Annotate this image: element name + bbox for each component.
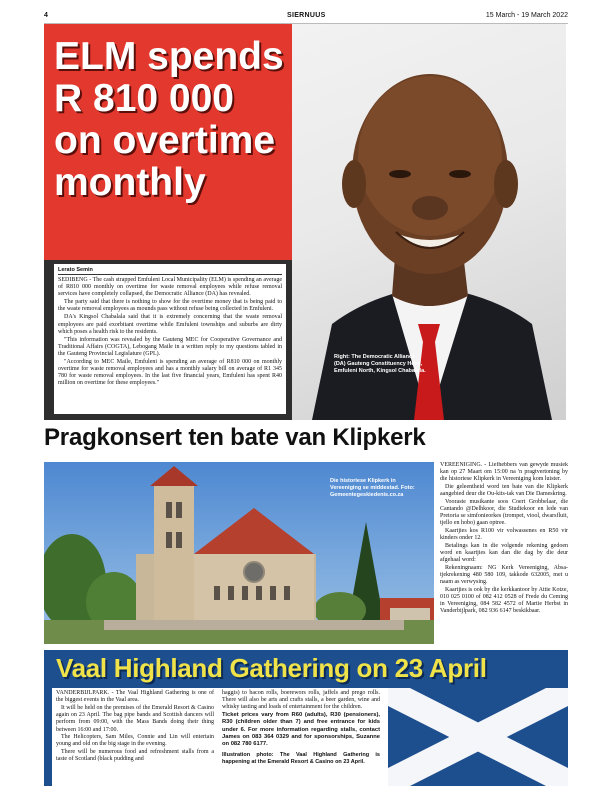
illustration-caption: Illustration photo: The Vaal Highland Gathering is happening at the Emerald Resort & Casino on 23 April. bbox=[222, 752, 380, 766]
paragraph: There will be numerous food and refreshment stalls from a taste of Scotland (black pudding and bbox=[56, 749, 214, 763]
lead-story bbox=[44, 24, 566, 420]
paragraph: Vooraste musikante soos Coert Grobbelaar, die Cantando @Delhkoor, die Studiekoor en lede van Pretoria se simfonieorkes (trompet, viool, dwarsfluit, tjello en hobo) gaan optree. bbox=[440, 498, 568, 527]
lead-headline bbox=[54, 36, 294, 204]
headline-line: ELM spends bbox=[54, 35, 284, 78]
klipkerk-body bbox=[440, 462, 568, 648]
headline-line: on overtime bbox=[54, 119, 276, 162]
photo-caption: Die historiese Klipkerk in Vereeniging se middestad. Foto: Gemeentegeskiedenis.co.za bbox=[330, 478, 415, 498]
byline: Lerato Semin bbox=[58, 267, 282, 275]
vaal-headline: Vaal Highland Gathering on 23 April bbox=[56, 653, 487, 683]
headline-line: monthly bbox=[54, 161, 206, 204]
vaal-story-body bbox=[52, 688, 388, 786]
paragraph: Kaartjies kos R100 vir volwassenes en R50 vir kinders onder 12. bbox=[440, 527, 568, 542]
paragraph: Betalings kan in die volgende rekening gedoen word en kaartjies kan dan die dag by die deur afgehaal word: bbox=[440, 542, 568, 564]
paragraph: Rekeningnaam: NG Kerk Vereeniging, Absa-tjekrekening 480 580 109, takkode 632005, met u naam as verwysing. bbox=[440, 564, 568, 585]
lead-story-body bbox=[54, 264, 286, 414]
paragraph: The party said that there is nothing to show for the overtime money that is being paid to the waste removal employees as mounds pass without refuse being collected in Emfuleni. bbox=[58, 299, 282, 313]
page-number: 4 bbox=[44, 12, 48, 19]
column-2 bbox=[222, 690, 380, 767]
ticket-info bbox=[222, 712, 380, 748]
vaal-highland-story bbox=[44, 650, 568, 786]
paragraph: haggis) to bacon rolls, boerewors rolls, jaffels and prego rolls. There will also be arts and crafts stalls, a beer garden, wine and whisky tasting and loads of entertainment for the children. bbox=[222, 690, 380, 711]
church-photo bbox=[44, 462, 434, 644]
paragraph: DA's Kingsol Chabalala said that it is extremely concerning that the waste removal employees are paid exorbitant overtime while Emfuleni townships and suburbs are dirty which poses a health risk to the residents. bbox=[58, 314, 282, 335]
issue-date: 15 March - 19 March 2022 bbox=[485, 12, 568, 19]
headline-line: R 810 000 bbox=[54, 77, 234, 120]
paragraph: Kaartjies is ook by die kerkkantoor by Attie Kotze, 010 025 0100 of 082 412 0528 of Frede du Ceming in Vereeniging, 084 582 4572 of Martie Herbst in Vanderbijlpark, 082 936 6147 beskikbaar. bbox=[440, 586, 568, 615]
paragraph: "According to MEC Maile, Emfuleni is spending an average of R810 000 on monthly overtime for waste removal employees and has a monthly salary bill on average of R1 345 780 for waste removal employees. In the last five financial years, Emfuleni has spent R40 million on overtime for these employees." bbox=[58, 359, 282, 387]
photo-caption: Right: The Democratic Alliance (DA) Gauteng Constituency Head, Emfuleni North, Kingsol Chabalala. bbox=[334, 354, 426, 374]
paragraph: "This information was revealed by the Gauteng MEC for Cooperative Governance and Traditional Affairs (COGTA), Lebogang Maile in a written reply to my questions tabled in the Gauteng Provincial Legislature (GPL). bbox=[58, 336, 282, 357]
scottish-flag-illustration bbox=[388, 688, 568, 786]
paragraph: SEDIBENG - The cash strapped Emfuleni Local Municipality (ELM) is spending an average of R810 000 monthly on overtime for waste removal employees while refuse removal services have completely collapsed, the Democratic Alliance (DA) has revealed. bbox=[58, 277, 282, 298]
page-header bbox=[44, 10, 568, 24]
paragraph: Die geleentheid word ten bate van die Klipkerk aangebied deur die Ou-kits-tak van Die Dameskring. bbox=[440, 483, 568, 498]
klipkerk-headline: Pragkonsert ten bate van Klipkerk bbox=[44, 424, 426, 451]
paragraph: VANDERBIJLPARK. - The Vaal Highland Gathering is one of the biggest events in the Vaal area. bbox=[56, 690, 214, 704]
column-1 bbox=[56, 690, 214, 764]
paragraph: VEREENIGING. - Liefhebbers van gewyde musiek kan op 27 Maart om 15:00 na 'n pragtvertoning by die historiese Klipkerk in Vereeniging kom luister. bbox=[440, 462, 568, 483]
paragraph: It will be held on the premises of the Emerald Resort & Casino again on 23 April. The bag pipe bands and Scottish dancers will perform from 09:00, with the Mass Bands doing their thing between 16:00 and 17:00. bbox=[56, 704, 214, 733]
ticket-info-text: Ticket prices vary from R60 (adults), R30 (pensioners), R30 (children older than 7) and free entrance for kids under 6. For more information regarding stalls, contact James on 083 364 0329 and for sponsorships, Suzanne on 082 780 6177. bbox=[222, 712, 380, 747]
publication-name: SIERNUUS bbox=[287, 12, 326, 19]
paragraph: The Helicopters, Sam Miles, Connie and Lin will entertain young and old on the big stage in the evening. bbox=[56, 734, 214, 748]
